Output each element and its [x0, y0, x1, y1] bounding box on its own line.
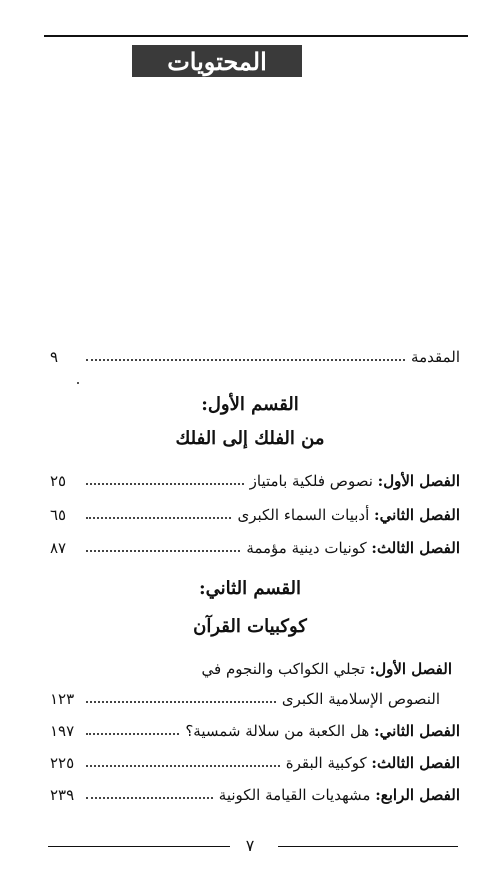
- dot-leader: [86, 765, 280, 767]
- toc-page-number: ١٢٣: [50, 690, 75, 708]
- toc-entry-label: [185, 722, 460, 740]
- part1-subtitle: من الفلك إلى الفلك: [175, 428, 325, 449]
- footer-page-number: ٧: [245, 836, 255, 855]
- chapter-title: كونيات دينية مؤممة: [246, 539, 367, 557]
- toc-entry-part2-ch1-line1[interactable]: [202, 660, 452, 678]
- footer-rule-left: [48, 846, 230, 847]
- chapter-title: تجلي الكواكب والنجوم في: [201, 660, 365, 678]
- chapter-title-continued: النصوص الإسلامية الكبرى: [281, 690, 440, 708]
- dot-leader: [86, 550, 240, 552]
- part1-heading: القسم الأول:: [201, 394, 299, 415]
- chapter-title: مشهديات القيامة الكونية: [218, 786, 371, 804]
- toc-entry-label: [219, 786, 460, 804]
- toc-entry-part2-ch1[interactable]: [50, 684, 452, 708]
- toc-entry-part1-ch2[interactable]: [50, 500, 460, 524]
- chapter-prefix: الفصل الأول:: [377, 472, 460, 490]
- part2-subtitle: كوكبيات القرآن: [193, 616, 307, 637]
- toc-entry-part2-ch3[interactable]: [50, 748, 460, 772]
- dot-leader: [86, 359, 405, 361]
- chapter-title: هل الكعبة من سلالة شمسية؟: [185, 722, 370, 740]
- chapter-title: نصوص فلكية بامتياز: [249, 472, 373, 490]
- toc-entry-intro[interactable]: [50, 342, 460, 366]
- toc-page-number: ٢٥: [50, 472, 67, 490]
- toc-page-number: ٩: [50, 348, 59, 366]
- toc-entry-part1-ch3[interactable]: [50, 533, 460, 557]
- dot-leader: [86, 517, 231, 519]
- toc-entry-label: المقدمة: [411, 348, 460, 366]
- footer-rule-right: [278, 846, 458, 847]
- toc-page-number: ١٩٧: [50, 722, 75, 740]
- toc-page-number: ٨٧: [50, 539, 67, 557]
- toc-entry-label: [237, 506, 460, 524]
- toc-page-number: ٢٣٩: [50, 786, 75, 804]
- dot-leader: [86, 701, 276, 703]
- toc-entry-part2-ch2[interactable]: [50, 716, 460, 740]
- toc-entry-label: [286, 754, 460, 772]
- print-speck: [77, 382, 79, 384]
- chapter-prefix: الفصل الثاني:: [374, 722, 460, 740]
- chapter-prefix: الفصل الرابع:: [375, 786, 460, 804]
- page-title: المحتويات: [132, 45, 302, 77]
- dot-leader: [86, 483, 244, 485]
- toc-entry-part2-ch4[interactable]: [50, 780, 460, 804]
- dot-leader: [86, 733, 179, 735]
- toc-entry-label: [246, 539, 460, 557]
- dot-leader: [86, 797, 213, 799]
- toc-page-number: ٢٢٥: [50, 754, 75, 772]
- chapter-prefix: الفصل الثالث:: [371, 539, 460, 557]
- chapter-prefix: الفصل الأول:: [369, 660, 452, 678]
- chapter-prefix: الفصل الثاني:: [374, 506, 460, 524]
- toc-entry-label: [250, 472, 460, 490]
- chapter-prefix: الفصل الثالث:: [371, 754, 460, 772]
- top-rule: [44, 35, 468, 37]
- toc-page-number: ٦٥: [50, 506, 67, 524]
- chapter-title: أدبيات السماء الكبرى: [237, 506, 370, 524]
- chapter-title: كوكبية البقرة: [285, 754, 367, 772]
- toc-entry-part1-ch1[interactable]: [50, 466, 460, 490]
- part2-heading: القسم الثاني:: [199, 578, 301, 599]
